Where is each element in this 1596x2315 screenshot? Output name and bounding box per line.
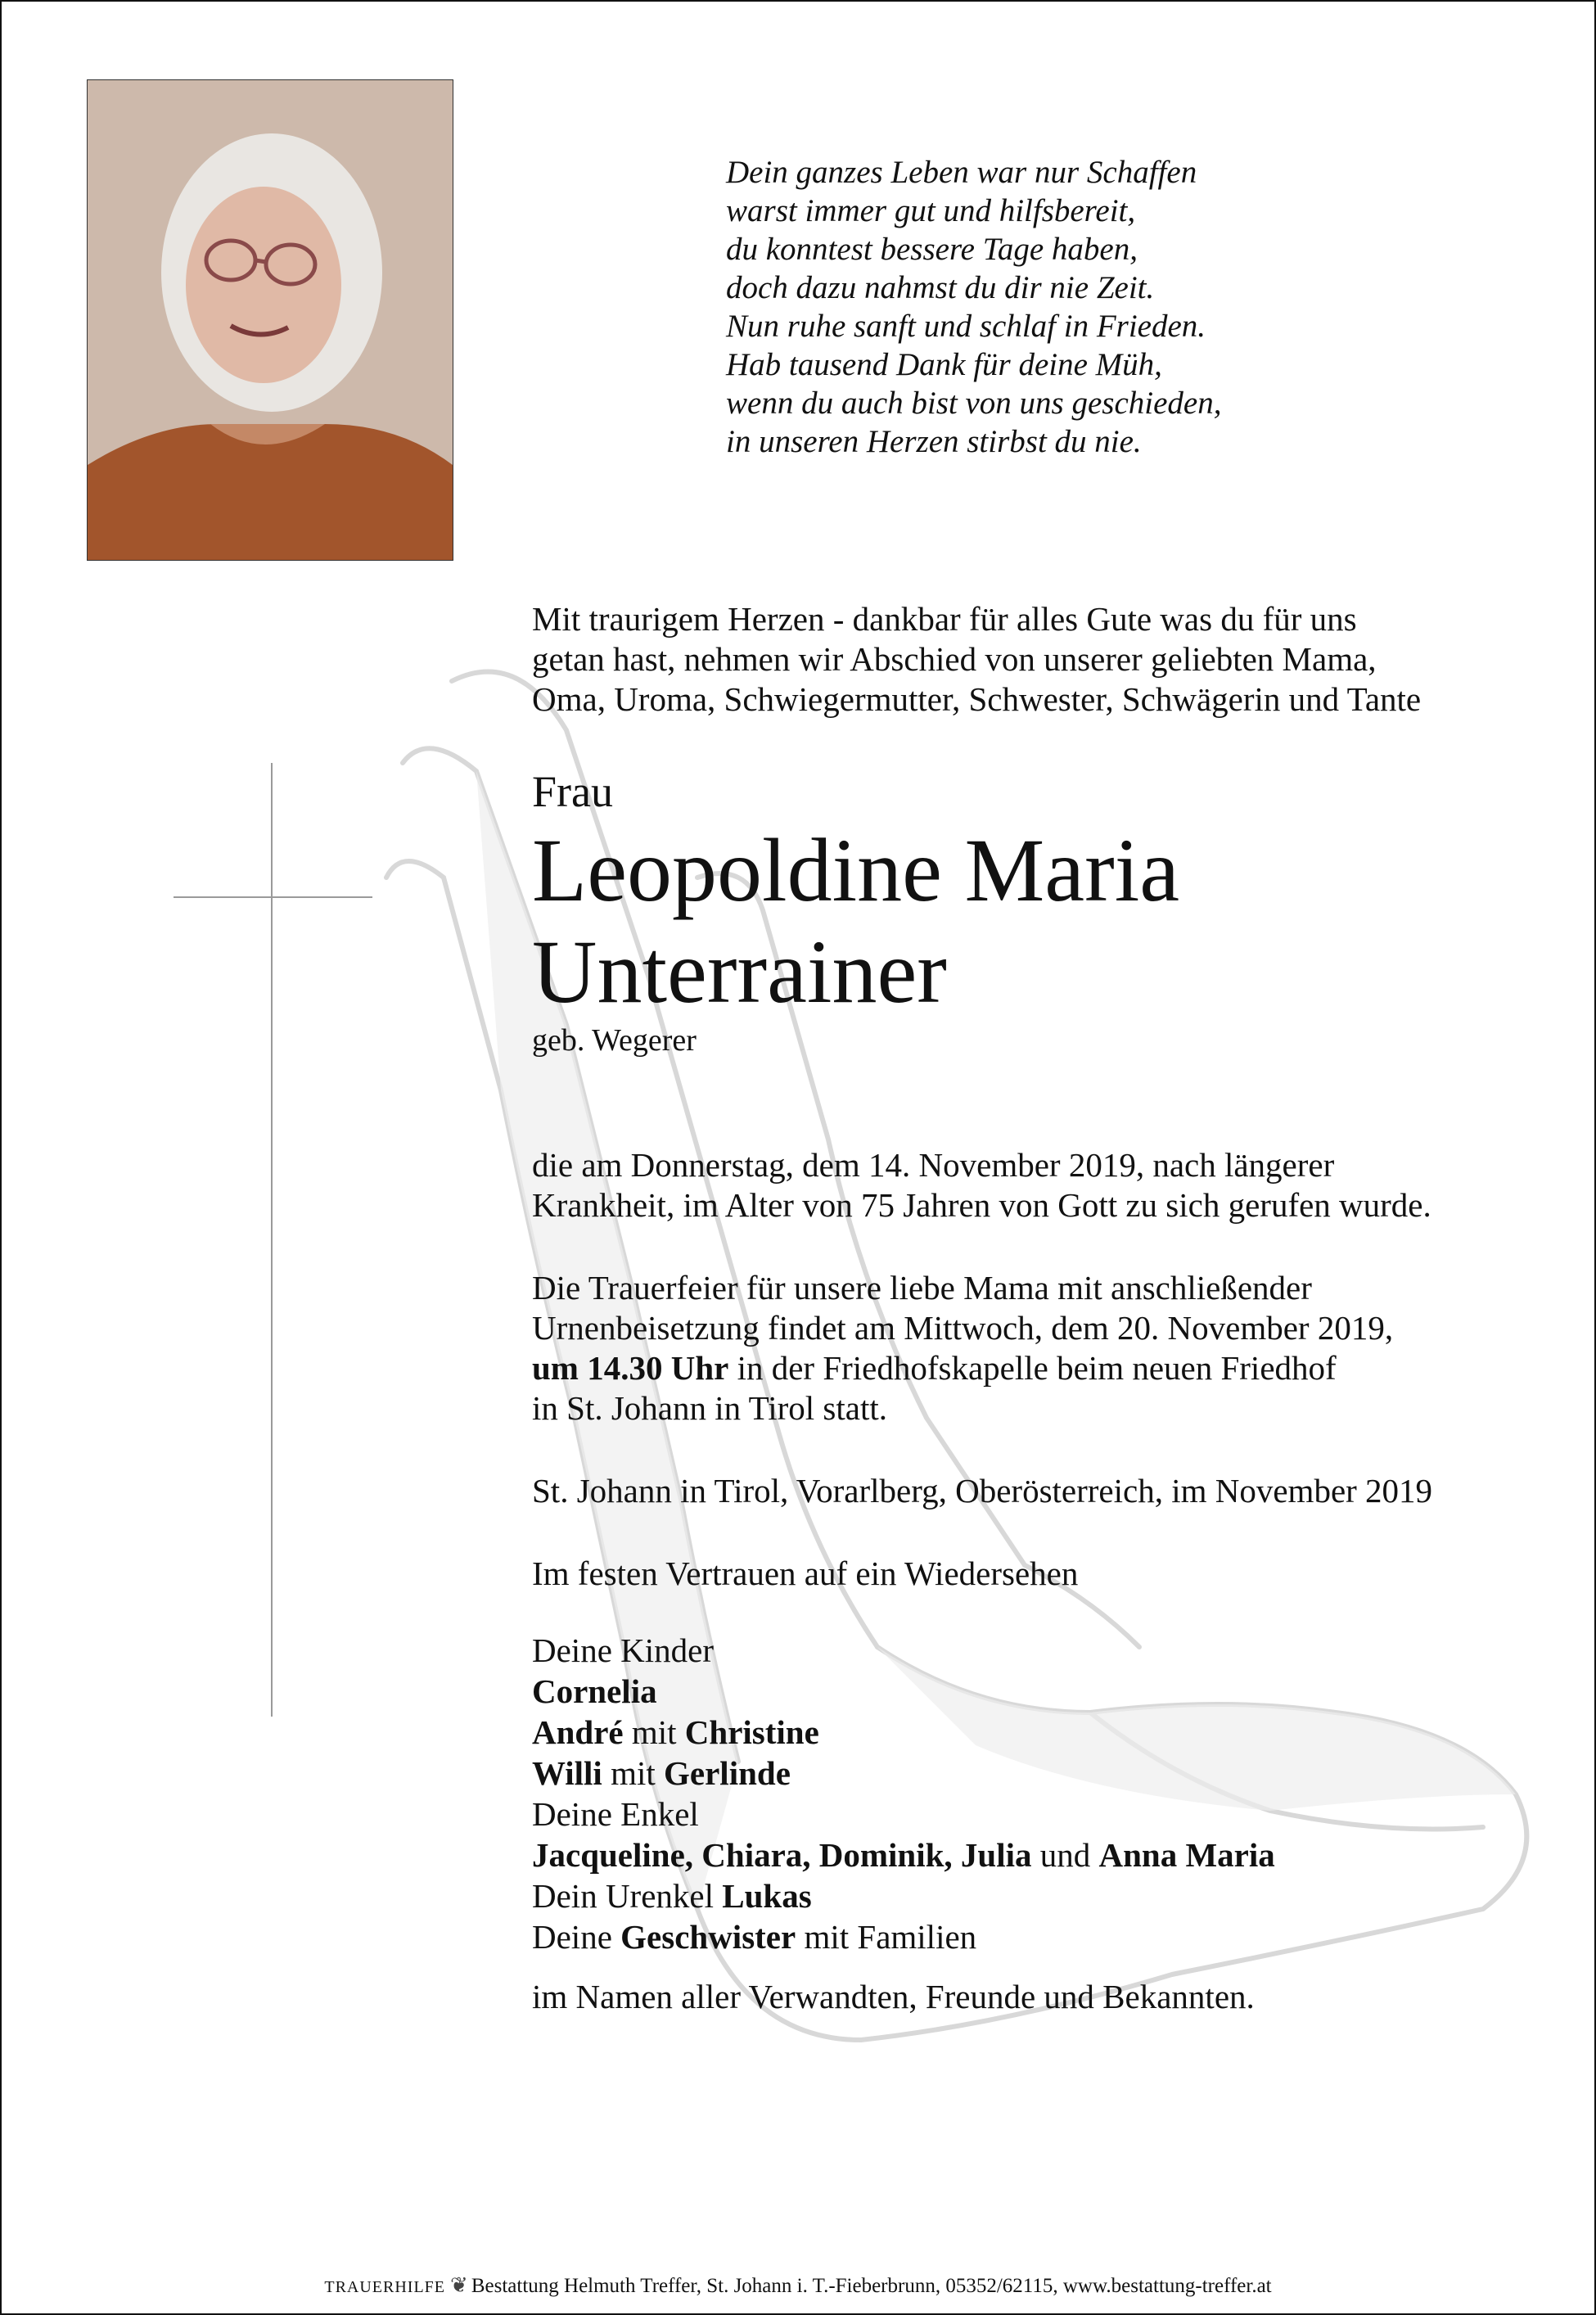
- intro-line: Oma, Uroma, Schwiegermutter, Schwester, Schwägerin und Tante: [532, 680, 1422, 718]
- obituary-content: [532, 599, 1563, 2017]
- closing-line: im Namen aller Verwandten, Freunde und Bekannten.: [532, 1978, 1255, 2015]
- salutation: Frau: [532, 767, 613, 816]
- with-word: mit: [623, 1713, 685, 1751]
- great-grandchild-name: Lukas: [722, 1877, 812, 1915]
- grandchildren-names: Jacqueline, Chiara, Dominik, Julia: [532, 1836, 1032, 1874]
- child-name: Willi: [532, 1754, 602, 1792]
- footer-brand: TRAUERHILFE: [324, 2278, 446, 2296]
- funeral-line: in der Friedhofskapelle beim neuen Friedhof: [728, 1349, 1337, 1387]
- cross-horizontal-bar: [174, 896, 372, 898]
- funeral-line: in St. Johann in Tirol statt.: [532, 1389, 888, 1427]
- poem-line: Dein ganzes Leben war nur Schaffen: [726, 155, 1197, 190]
- poem: [726, 153, 1463, 461]
- poem-line: Nun ruhe sanft und schlaf in Frieden.: [726, 309, 1206, 344]
- partner-name: Gerlinde: [664, 1754, 791, 1792]
- great-grandchild-label: Dein Urenkel: [532, 1877, 723, 1915]
- grandchildren-label: Deine Enkel: [532, 1795, 699, 1833]
- intro-line: Mit traurigem Herzen - dankbar für alles Gute was du für uns: [532, 600, 1357, 638]
- poem-line: doch dazu nahmst du dir nie Zeit.: [726, 270, 1155, 305]
- and-word: und: [1031, 1836, 1099, 1874]
- poem-line: du konntest bessere Tage haben,: [726, 232, 1138, 267]
- family-list: [532, 1630, 1563, 1957]
- poem-line: wenn du auch bist von uns geschieden,: [726, 386, 1222, 421]
- portrait-photo: [87, 79, 453, 561]
- child-name: Cornelia: [532, 1672, 657, 1710]
- deceased-first-names: Leopoldine Maria: [532, 820, 1180, 920]
- grandchild-name: Anna Maria: [1098, 1836, 1275, 1874]
- siblings-label: Geschwister: [620, 1918, 796, 1956]
- poem-line: Hab tausend Dank für deine Müh,: [726, 347, 1162, 382]
- partner-name: Christine: [684, 1713, 819, 1751]
- siblings-prefix: Deine: [532, 1918, 621, 1956]
- intro-text: [532, 599, 1563, 720]
- trust-line: Im festen Vertrauen auf ein Wiedersehen: [532, 1555, 1079, 1592]
- maiden-name: geb. Wegerer: [532, 1023, 697, 1058]
- poem-line: in unseren Herzen stirbst du nie.: [726, 424, 1142, 459]
- with-word: mit: [602, 1754, 665, 1792]
- cross-vertical-bar: [271, 763, 273, 1717]
- funeral-time: um 14.30 Uhr: [532, 1349, 729, 1387]
- footer: [2, 2273, 1594, 2299]
- child-name: André: [532, 1713, 624, 1751]
- death-notice: [532, 1145, 1563, 1225]
- children-label: Deine Kinder: [532, 1631, 714, 1669]
- footer-text: Bestattung Helmuth Treffer, St. Johann i. T.-Fieberbrunn, 05352/62115, www.bestattung-treffer.at: [471, 2275, 1272, 2297]
- place-date: St. Johann in Tirol, Vorarlberg, Oberösterreich, im November 2019: [532, 1472, 1433, 1509]
- death-notice-line: die am Donnerstag, dem 14. November 2019, nach längerer: [532, 1146, 1335, 1184]
- deceased-surname: Unterrainer: [532, 922, 947, 1022]
- death-notice-line: Krankheit, im Alter von 75 Jahren von Gott zu sich gerufen wurde.: [532, 1186, 1431, 1224]
- feather-icon: ❦: [450, 2273, 468, 2297]
- funeral-notice: [532, 1268, 1563, 1428]
- funeral-line: Urnenbeisetzung findet am Mittwoch, dem 20. November 2019,: [532, 1309, 1394, 1347]
- poem-line: warst immer gut und hilfsbereit,: [726, 193, 1136, 228]
- funeral-line: Die Trauerfeier für unsere liebe Mama mit anschließender: [532, 1269, 1312, 1306]
- siblings-suffix: mit Familien: [796, 1918, 977, 1956]
- deceased-name: [532, 819, 1563, 1022]
- intro-line: getan hast, nehmen wir Abschied von unserer geliebten Mama,: [532, 640, 1377, 678]
